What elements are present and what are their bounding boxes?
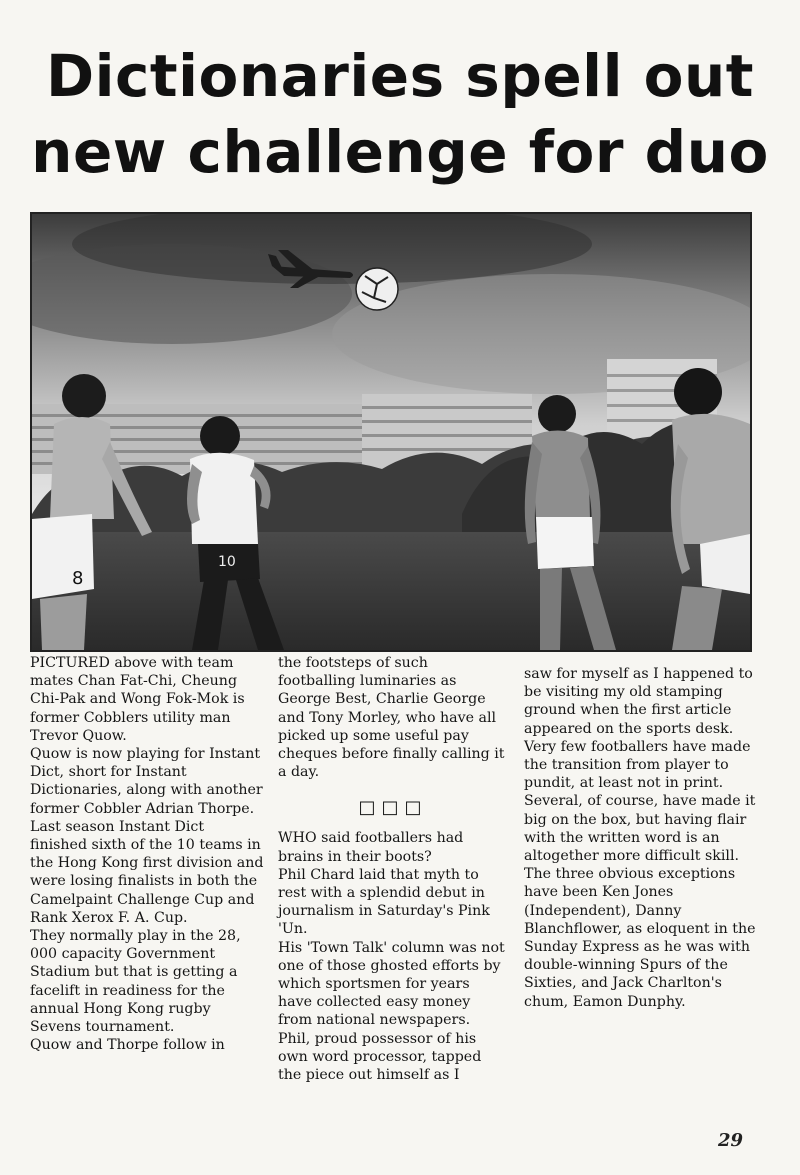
headline [20, 38, 780, 190]
article-column-1 [30, 654, 264, 1054]
paragraph: PICTURED above with team mates Chan Fat-Chi, Cheung Chi-Pak and Wong Fok-Mok is former Cobblers utility man Trevor Quow. [30, 655, 245, 744]
paragraph: the footsteps of such footballing luminaries as George Best, Charlie George and Tony Morley, who have all picked up some useful pay cheques before finally calling it a day. [278, 655, 505, 781]
paragraph: Several, of course, have made it big on the box, but having flair with the written word is an altogether more difficult skill. [524, 793, 756, 865]
article-column-3 [524, 665, 756, 1011]
paragraph: The three obvious exceptions have been Ken Jones (Independent), Danny Blanchflower, as eloquent in the Sunday Express as he was with double-winning Spurs of the Sixties, and Jack Charlton's chum, Eamon Dunphy. [524, 866, 756, 1010]
team-photo [30, 212, 752, 652]
paragraph: Quow is now playing for Instant Dict, short for Instant Dictionaries, along with another former Cobbler Adrian Thorpe. [30, 746, 263, 817]
headline-line-1: Dictionaries spell out [45, 42, 755, 110]
headline-line-2: new challenge for duo [31, 118, 769, 186]
paragraph: Phil Chard laid that myth to rest with a splendid debut in journalism in Saturday's Pink 'Un. [278, 866, 490, 938]
paragraph: WHO said footballers had brains in their boots? [278, 830, 464, 865]
section-separator: □□□ [358, 797, 428, 819]
paragraph: His 'Town Talk' column was not one of those ghosted efforts by which sportsmen for years have collected easy money from national newspapers. [278, 939, 505, 1029]
shirt-number-8: 8 [72, 568, 84, 589]
paragraph: They normally play in the 28, 000 capacity Government Stadium but that is getting a facelift in readiness for the annual Hong Kong rugby Sevens tournament. [30, 928, 241, 1036]
paragraph: Phil, proud possessor of his own word processor, tapped the piece out himself as I [278, 1030, 482, 1084]
paragraph: saw for myself as I happened to be visiting my old stamping ground when the first article appeared on the sports desk. [524, 666, 753, 737]
paragraph: Quow and Thorpe follow in [30, 1037, 225, 1054]
paragraph: Last season Instant Dict finished sixth of the 10 teams in the Hong Kong first division and were losing finalists in both the Camelpaint Challenge Cup and Rank Xerox F. A. Cup. [30, 818, 264, 926]
page-number: 29 [718, 1130, 744, 1151]
article-column-2 [278, 654, 508, 1084]
paragraph: Very few footballers have made the transition from player to pundit, at least not in print. [524, 738, 751, 792]
shirt-number-10: 10 [218, 554, 236, 570]
